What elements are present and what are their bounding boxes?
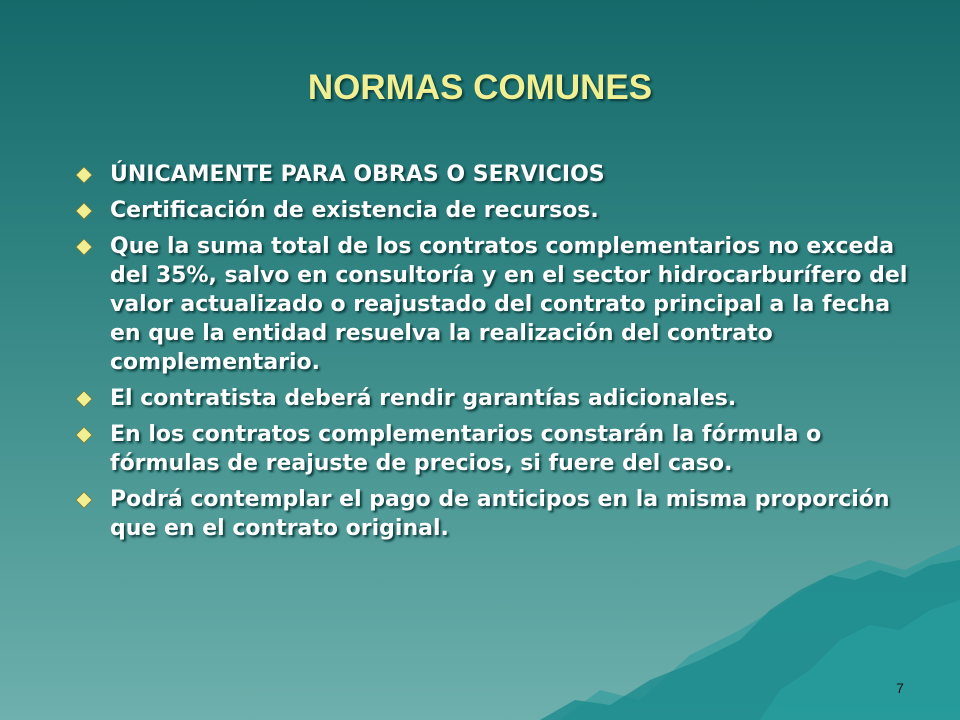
slide-title: NORMAS COMUNES bbox=[307, 68, 653, 107]
diamond-bullet-icon bbox=[74, 384, 110, 413]
bullet-text: Que la suma total de los contratos complementarios no exceda del 35%, salvo en consultoría y en el sector hidrocarburífero del valor actualizado o reajustado del contrato principal a la fecha en que la entidad resuelva la realización del contrato complementario. bbox=[110, 234, 908, 375]
bullet-text: ÚNICAMENTE PARA OBRAS O SERVICIOS bbox=[110, 162, 605, 187]
diamond-bullet-icon bbox=[74, 420, 110, 449]
diamond-bullet-icon bbox=[74, 485, 110, 514]
bullet-list bbox=[74, 160, 924, 550]
bullet-item bbox=[74, 420, 924, 478]
bullet-text: Podrá contemplar el pago de anticipos en la misma proporción que en el contrato original. bbox=[110, 487, 890, 541]
bullet-item bbox=[74, 485, 924, 543]
diamond-bullet-icon bbox=[74, 160, 110, 189]
bullet-text: Certificación de existencia de recursos. bbox=[110, 198, 599, 223]
page-number: 7 bbox=[896, 680, 904, 696]
bullet-item bbox=[74, 232, 924, 377]
bullet-text: En los contratos complementarios constarán la fórmula o fórmulas de reajuste de precios, si fuere del caso. bbox=[110, 422, 822, 476]
diamond-bullet-icon bbox=[74, 196, 110, 225]
diamond-bullet-icon bbox=[74, 232, 110, 261]
bullet-item bbox=[74, 384, 924, 413]
bullet-item bbox=[74, 160, 924, 189]
bullet-text: El contratista deberá rendir garantías adicionales. bbox=[110, 386, 737, 411]
bullet-item bbox=[74, 196, 924, 225]
